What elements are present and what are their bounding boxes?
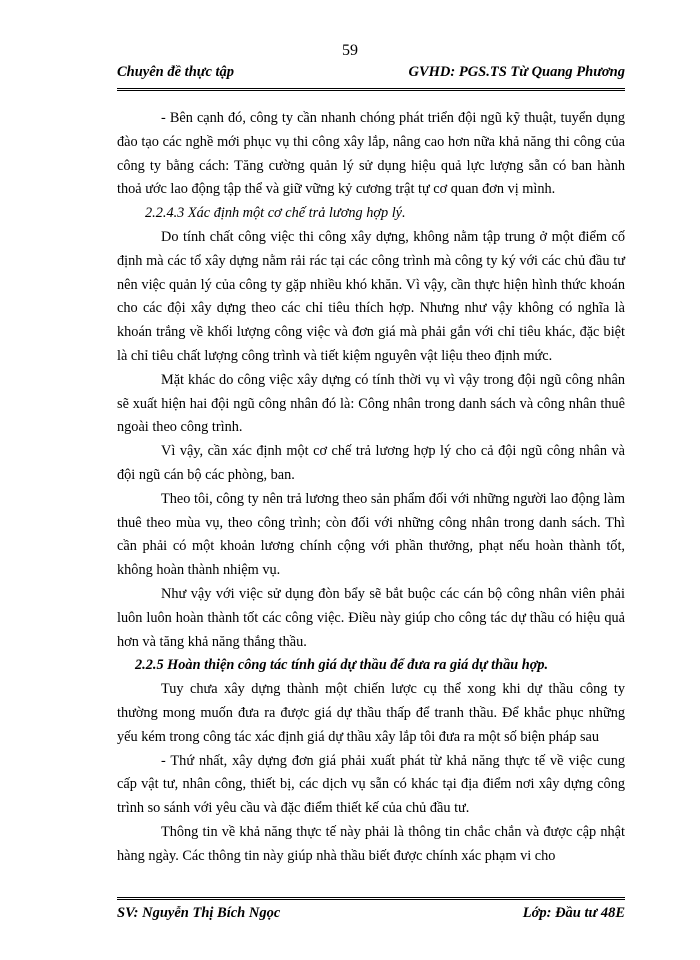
section-heading: 2.2.5 Hoàn thiện công tác tính giá dự thầu để đưa ra giá dự thầu hợp. bbox=[135, 657, 549, 674]
footer-student-name: SV: Nguyễn Thị Bích Ngọc bbox=[117, 905, 281, 921]
body-paragraph: - Thứ nhất, xây dựng đơn giá phải xuất phát từ khả năng thực tế về việc cung cấp vật tư, nhân công, thiết bị, các dịch vụ sẵn có khác tại địa điểm nơi xây dựng công trình so sánh với yêu cầu và đặc điểm thiết kế của chủ đầu tư. bbox=[117, 752, 625, 817]
footer-rule bbox=[117, 897, 625, 900]
page-header bbox=[117, 64, 625, 86]
page-number: 59 bbox=[342, 42, 358, 59]
body-paragraph: Như vậy với việc sử dụng đòn bẩy sẽ bắt buộc các cán bộ công nhân viên phải luôn luôn hoàn thành tốt các công việc. Điều này giúp cho công tác dự thầu có hiệu quả hơn và tăng khả năng thắng thầu. bbox=[117, 585, 625, 650]
header-document-type: Chuyên đề thực tập bbox=[117, 64, 235, 80]
subsection-heading: 2.2.4.3 Xác định một cơ chế trả lương hợp lý. bbox=[145, 205, 406, 222]
page-footer bbox=[117, 905, 625, 927]
header-supervisor: GVHD: PGS.TS Từ Quang Phương bbox=[408, 64, 625, 80]
body-paragraph: Theo tôi, công ty nên trả lương theo sản phẩm đối với những người lao động làm thuê theo mùa vụ, theo công trình; còn đối với những công nhân trong danh sách. Thì cần phải có một khoản lương chính cộng với phần thưởng, phạt nếu hoàn thành tốt, không hoàn thành nhiệm vụ. bbox=[117, 490, 625, 579]
body-paragraph: - Bên cạnh đó, công ty cần nhanh chóng phát triển đội ngũ kỹ thuật, tuyển dụng đào tạo các nghề mới phục vụ thi công xây lắp, nâng cao hơn nữa khả năng thi công của công ty bằng cách: Tăng cường quản lý sử dụng hiệu quả lực lượng sẵn có ban hành thoả ước lao động tập thể và giữ vững kỷ cương trật tự cơ quan đơn vị mình. bbox=[117, 110, 625, 198]
body-paragraph: Thông tin về khả năng thực tế này phải là thông tin chắc chắn và được cập nhật hàng ngày. Các thông tin này giúp nhà thầu biết được chính xác phạm vi cho bbox=[117, 823, 625, 864]
body-paragraph: Mặt khác do công việc xây dựng có tính thời vụ vì vậy trong đội ngũ công nhân sẽ xuất hiện hai đội ngũ công nhân đó là: Công nhân trong danh sách và công nhân thuê ngoài theo công trình. bbox=[117, 371, 625, 436]
body-paragraph: Vì vậy, cần xác định một cơ chế trả lương hợp lý cho cả đội ngũ công nhân và đội ngũ cán bộ các phòng, ban. bbox=[117, 443, 625, 483]
footer-class: Lớp: Đầu tư 48E bbox=[522, 905, 625, 921]
body-paragraph: Tuy chưa xây dựng thành một chiến lược cụ thể xong khi dự thầu công ty thường mong muốn đưa ra được giá dự thầu thấp để tranh thầu. Để khắc phục những yếu kém trong công tác xác định giá dự thầu xây lắp tôi đưa ra một số biện pháp sau bbox=[117, 681, 625, 745]
body-paragraph: Do tính chất công việc thi công xây dựng, không nằm tập trung ở một điểm cố định mà các tổ xây dựng nằm rải rác tại các công trình mà công ty ký với các chủ đầu tư nên việc quản lý của công ty gặp nhiều khó khăn. Vì vậy, cần thực hiện hình thức khoán cho các đội xây dựng theo các chỉ tiêu thích hợp. Nhưng như vậy không có nghĩa là khoán trắng về khối lượng công việc và đơn giá mà phải gắn với chỉ tiêu khác, đặc biệt là chỉ tiêu chất lượng công trình và tiết kiệm nguyên vật liệu theo định mức. bbox=[117, 228, 625, 364]
document-body bbox=[117, 107, 625, 869]
header-rule bbox=[117, 88, 625, 91]
